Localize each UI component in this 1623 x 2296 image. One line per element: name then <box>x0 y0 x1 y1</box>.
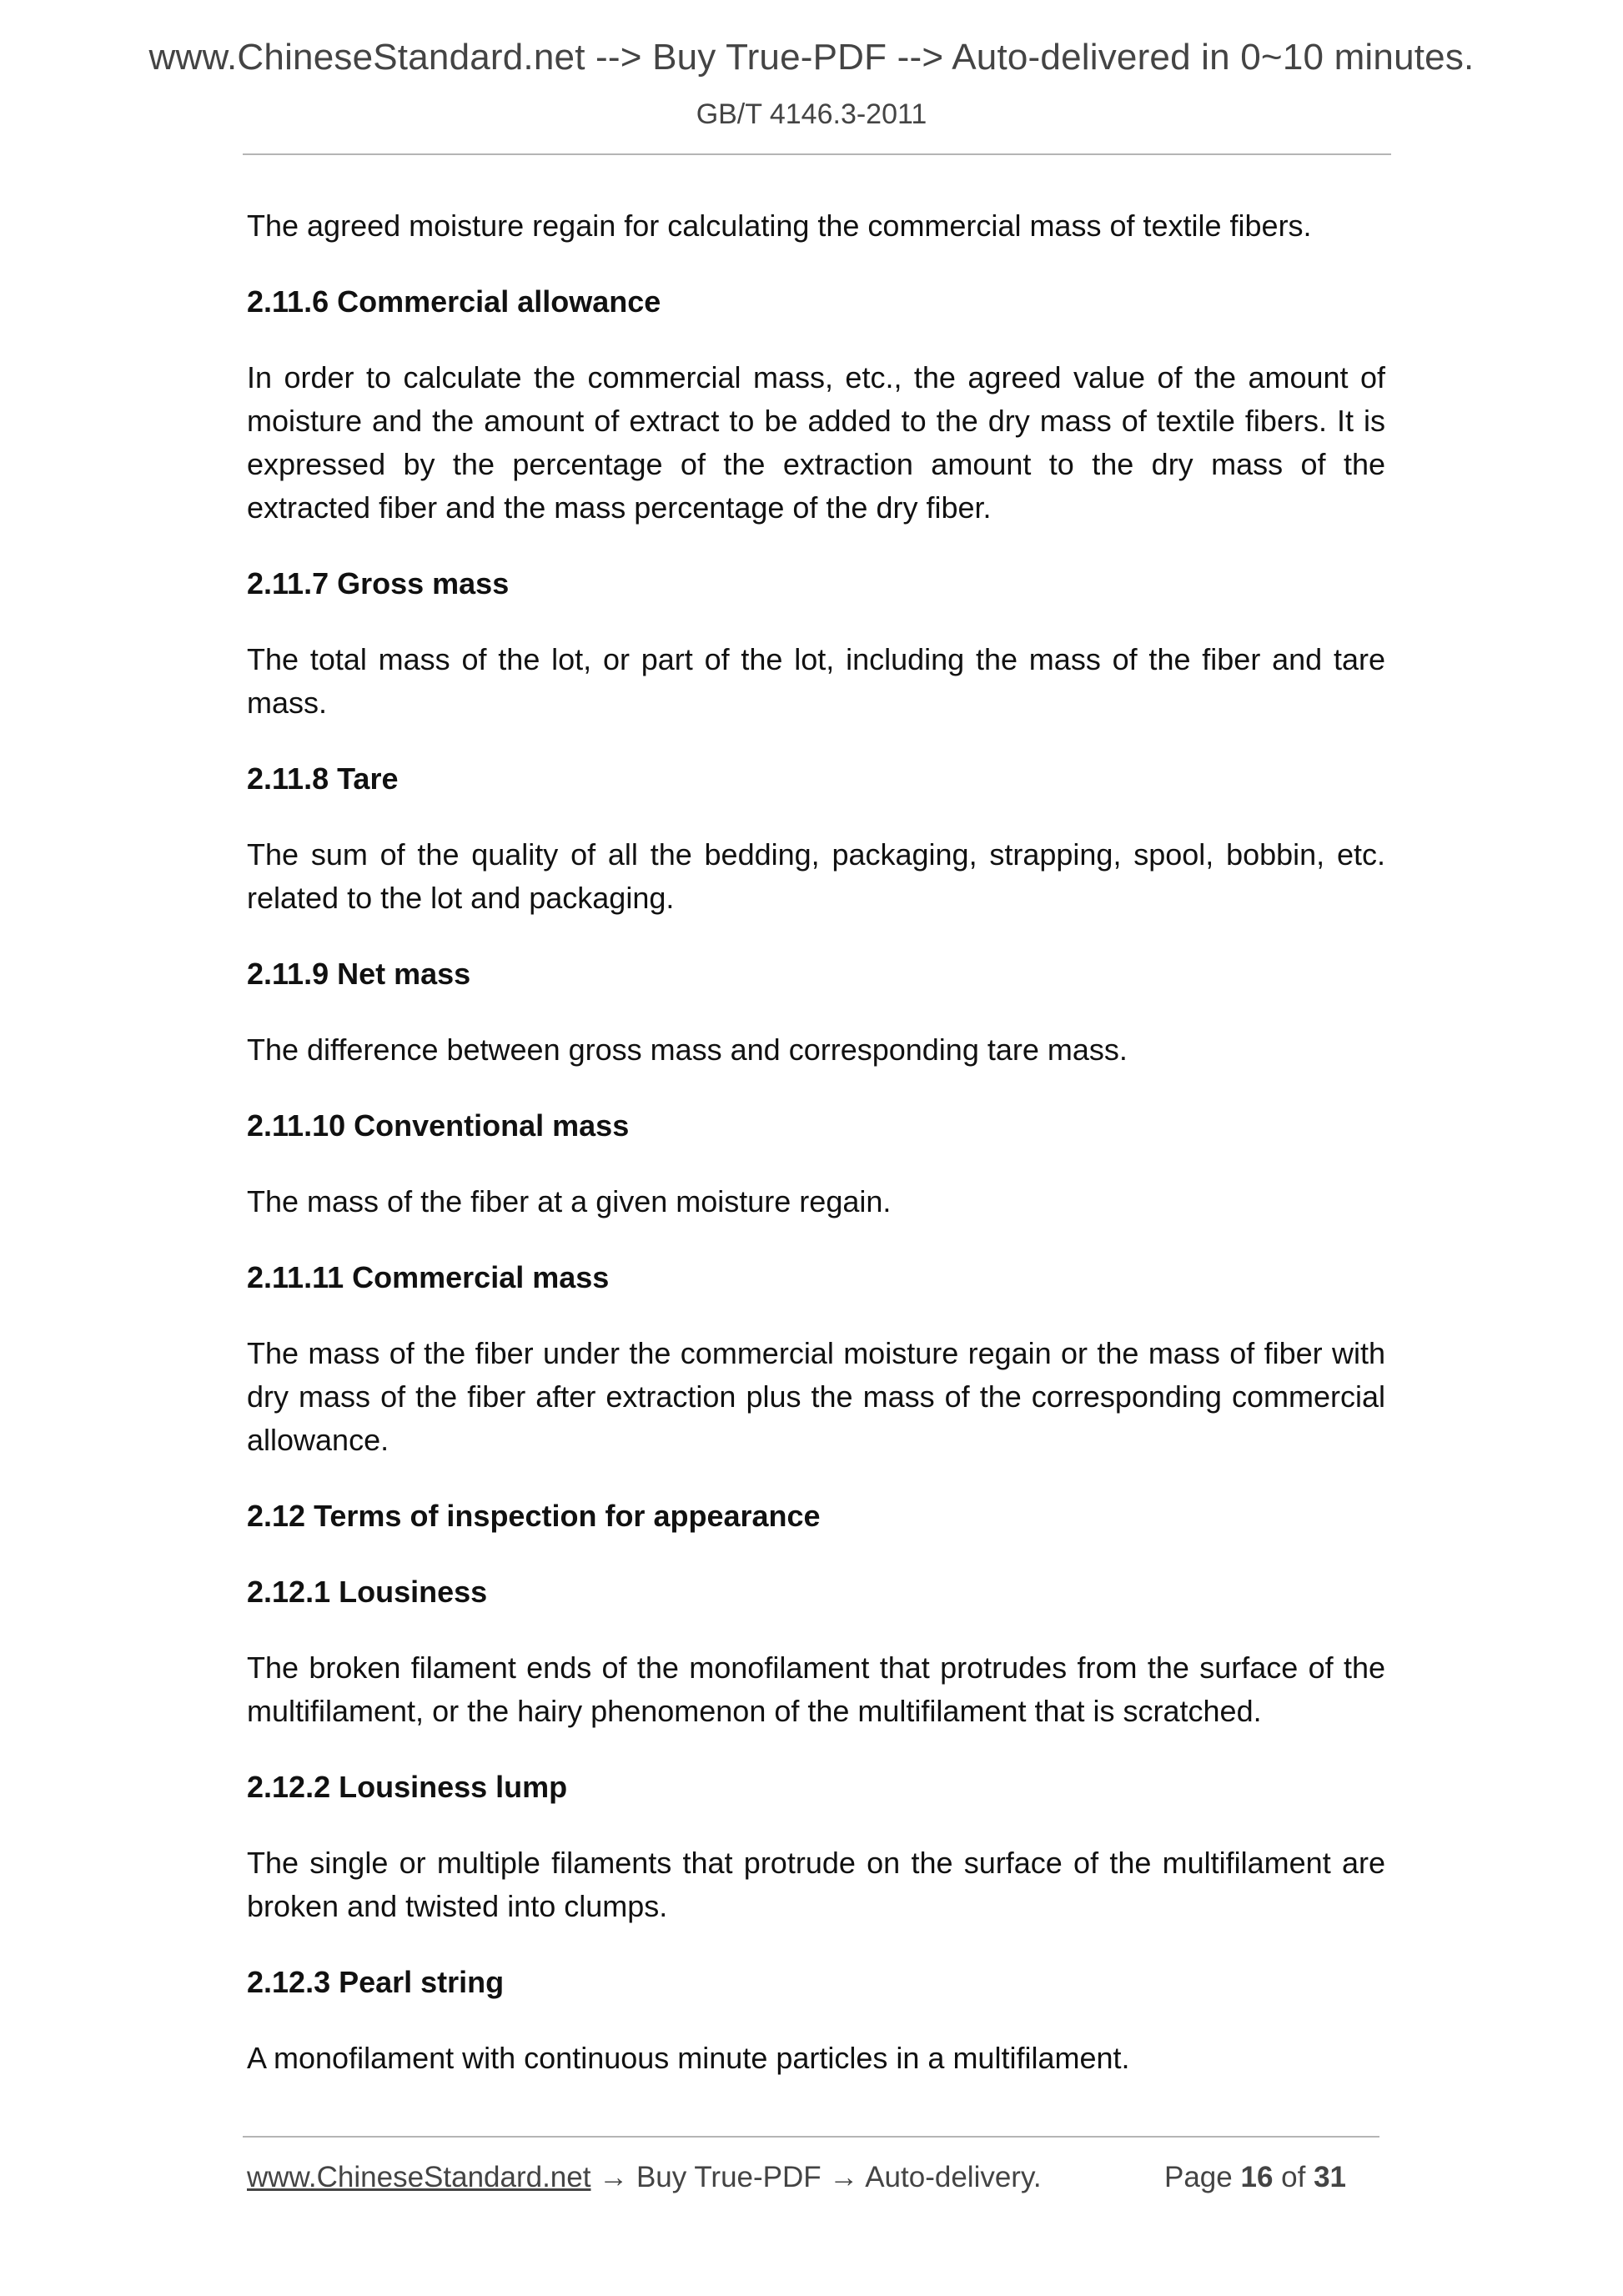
paragraph-2-12-2: The single or multiple filaments that protrude on the surface of the multifilament are broken and twisted into clumps. <box>247 1846 1385 1923</box>
arrow-right-icon: → <box>829 2161 859 2193</box>
heading-2-12-2: 2.12.2 Lousiness lump <box>247 1770 568 1804</box>
paragraph-2-11-10: The mass of the fiber at a given moisture regain. <box>247 1184 892 1218</box>
footer-divider <box>243 2136 1379 2138</box>
document-number: GB/T 4146.3-2011 <box>696 98 927 130</box>
arrow-right-icon: → <box>599 2161 629 2193</box>
paragraph-intro: The agreed moisture regain for calculating the commercial mass of textile fibers. <box>247 208 1312 243</box>
header-banner: www.ChineseStandard.net --> Buy True-PDF --> Auto-delivered in 0~10 minutes. <box>148 37 1475 78</box>
heading-2-11-7: 2.11.7 Gross mass <box>247 566 510 600</box>
heading-2-11-9: 2.11.9 Net mass <box>247 957 471 991</box>
page-total: 31 <box>1314 2161 1347 2193</box>
of-label: of <box>1281 2161 1306 2193</box>
paragraph-2-12-1: The broken filament ends of the monofilament that protrudes from the surface of the multifilament, or the hairy phenomenon of the multifilament that is scratched. <box>247 1650 1385 1728</box>
heading-2-11-11: 2.11.11 Commercial mass <box>247 1260 610 1294</box>
heading-2-12-1: 2.12.1 Lousiness <box>247 1575 488 1609</box>
heading-2-11-6: 2.11.6 Commercial allowance <box>247 284 661 319</box>
paragraph-2-11-9: The difference between gross mass and corresponding tare mass. <box>247 1032 1128 1067</box>
footer-promo <box>247 2161 1042 2194</box>
paragraph-2-11-11: The mass of the fiber under the commercial moisture regain or the mass of fiber with dry mass of the fiber after extraction plus the mass of the corresponding commercial allowance. <box>247 1336 1385 1457</box>
paragraph-2-11-7: The total mass of the lot, or part of the lot, including the mass of the fiber and tare mass. <box>247 642 1385 720</box>
heading-2-12: 2.12 Terms of inspection for appearance <box>247 1499 821 1533</box>
footer-delivery-text: Auto-delivery. <box>865 2161 1042 2193</box>
heading-2-11-8: 2.11.8 Tare <box>247 761 399 796</box>
header-divider <box>243 153 1391 155</box>
paragraph-2-12-3: A monofilament with continuous minute particles in a multifilament. <box>247 2041 1130 2075</box>
footer-buy-text: Buy True-PDF <box>636 2161 822 2193</box>
page-current: 16 <box>1240 2161 1274 2193</box>
document-body <box>247 204 1385 2080</box>
footer-site-link[interactable]: www.ChineseStandard.net <box>247 2161 591 2193</box>
page-indicator <box>1164 2161 1346 2194</box>
heading-2-12-3: 2.12.3 Pearl string <box>247 1965 505 1999</box>
paragraph-2-11-8: The sum of the quality of all the bedding, packaging, strapping, spool, bobbin, etc. related to the lot and packaging. <box>247 837 1385 915</box>
heading-2-11-10: 2.11.10 Conventional mass <box>247 1108 630 1143</box>
paragraph-2-11-6: In order to calculate the commercial mass, etc., the agreed value of the amount of moisture and the amount of extract to be added to the dry mass of textile fibers. It is expressed by the percentage of the extraction amount to the dry mass of the extracted fiber and the mass percentage of the dry fiber. <box>247 360 1385 525</box>
page-label: Page <box>1164 2161 1233 2193</box>
